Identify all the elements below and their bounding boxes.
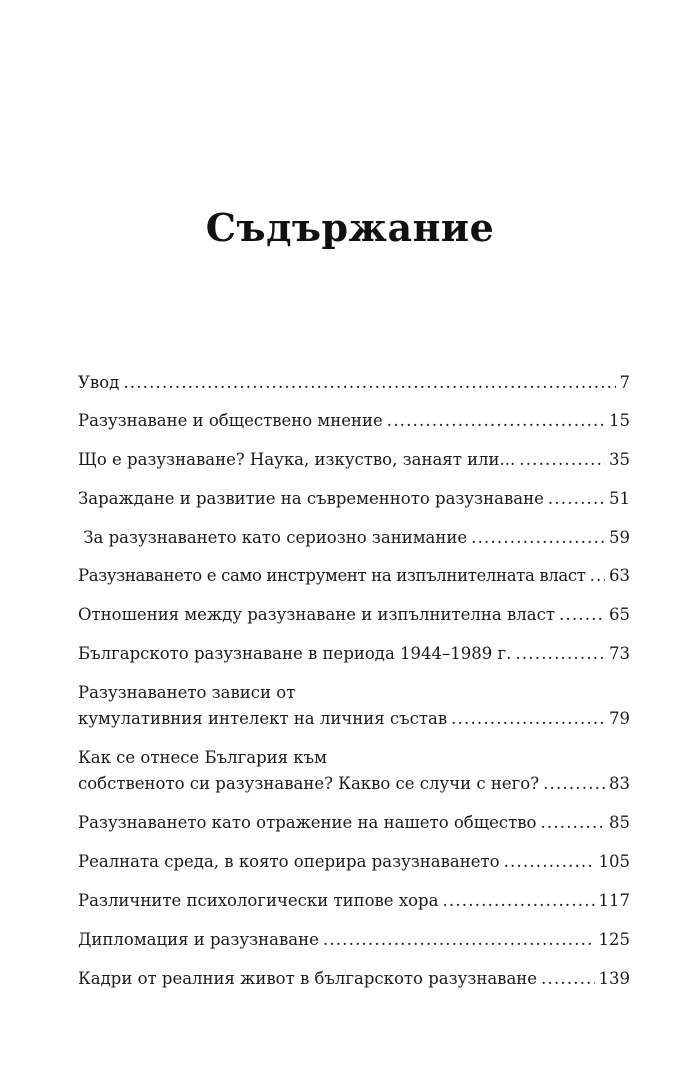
dot-leader (559, 602, 605, 628)
dot-leader (451, 706, 605, 732)
toc-entry-title: Увод (78, 373, 120, 392)
dot-leader (540, 810, 605, 836)
toc-entry-title: Зараждане и развитие на съвременното разузнаване (78, 489, 544, 508)
toc-entry-title: Разузнаване и обществено мнение (78, 411, 383, 430)
toc-entry-title: Българското разузнаване в периода 1944–1989 г. (78, 644, 512, 663)
dot-leader (504, 849, 595, 875)
toc-page-number: 73 (609, 644, 630, 663)
toc-entry-title: Разузнаването е само инструмент на изпълнителната власт (78, 566, 586, 585)
toc-entry-title: Отношения между разузнаване и изпълнителна власт (78, 605, 555, 624)
dot-leader (323, 927, 595, 953)
toc-entry-title: Що е разузнаване? Наука, изкуство, занаят или... (78, 450, 516, 469)
toc-page-number: 105 (598, 852, 630, 871)
dot-leader (515, 641, 605, 667)
toc-entry-title: собственото си разузнаване? Какво се случи с него? (78, 774, 540, 793)
toc-entry (78, 525, 630, 551)
dot-leader (387, 408, 605, 434)
toc-entry (78, 447, 630, 473)
toc-entry (78, 602, 630, 628)
toc-page-number: 83 (609, 774, 630, 793)
toc-page-number: 125 (598, 930, 630, 949)
toc-entry-title: Разузнаването като отражение на нашето общество (78, 813, 537, 832)
page-title: Съдържание (205, 205, 495, 250)
toc-entry (78, 680, 630, 732)
toc-entry-title: Различните психологически типове хора (78, 891, 439, 910)
toc-entry (78, 486, 630, 512)
dot-leader (519, 447, 605, 473)
toc-entry-title: За разузнаването като сериозно занимание (78, 528, 468, 547)
dot-leader (471, 525, 605, 551)
dot-leader (590, 563, 605, 589)
toc-entry (78, 745, 630, 797)
dot-leader (123, 370, 615, 396)
toc-entry (78, 927, 630, 953)
toc-entry (78, 408, 630, 434)
toc-entry-title: Кадри от реалния живот в българското разузнаване (78, 969, 538, 988)
toc-page-number: 51 (609, 489, 630, 508)
toc-entry (78, 966, 630, 992)
toc-entry-title: Дипломация и разузнаване (78, 930, 319, 949)
toc-entry-title-line: Разузнаването зависи от (78, 683, 296, 702)
dot-leader (548, 486, 605, 512)
toc-page-number: 15 (609, 411, 630, 430)
toc-entry (78, 370, 630, 396)
toc-page-number: 79 (609, 709, 630, 728)
toc-page-number: 85 (609, 813, 630, 832)
toc-page-number: 65 (609, 605, 630, 624)
toc-page-number: 117 (598, 891, 630, 910)
toc-entry-title: кумулативния интелект на личния състав (78, 709, 448, 728)
toc-page-number: 139 (598, 969, 630, 988)
toc-entry (78, 849, 630, 875)
toc-page-number: 59 (609, 528, 630, 547)
toc-entry-title: Реалната среда, в която оперира разузнаването (78, 852, 500, 871)
toc-entry-title-line: Как се отнесе България към (78, 748, 327, 767)
dot-leader (543, 771, 605, 797)
toc-entry (78, 641, 630, 667)
toc-page-number: 63 (609, 566, 630, 585)
toc-entry (78, 563, 630, 589)
dot-leader (442, 888, 594, 914)
toc-entry (78, 810, 630, 836)
dot-leader (541, 966, 594, 992)
toc-entry (78, 888, 630, 914)
toc-page-number: 7 (619, 373, 630, 392)
toc-page-number: 35 (609, 450, 630, 469)
